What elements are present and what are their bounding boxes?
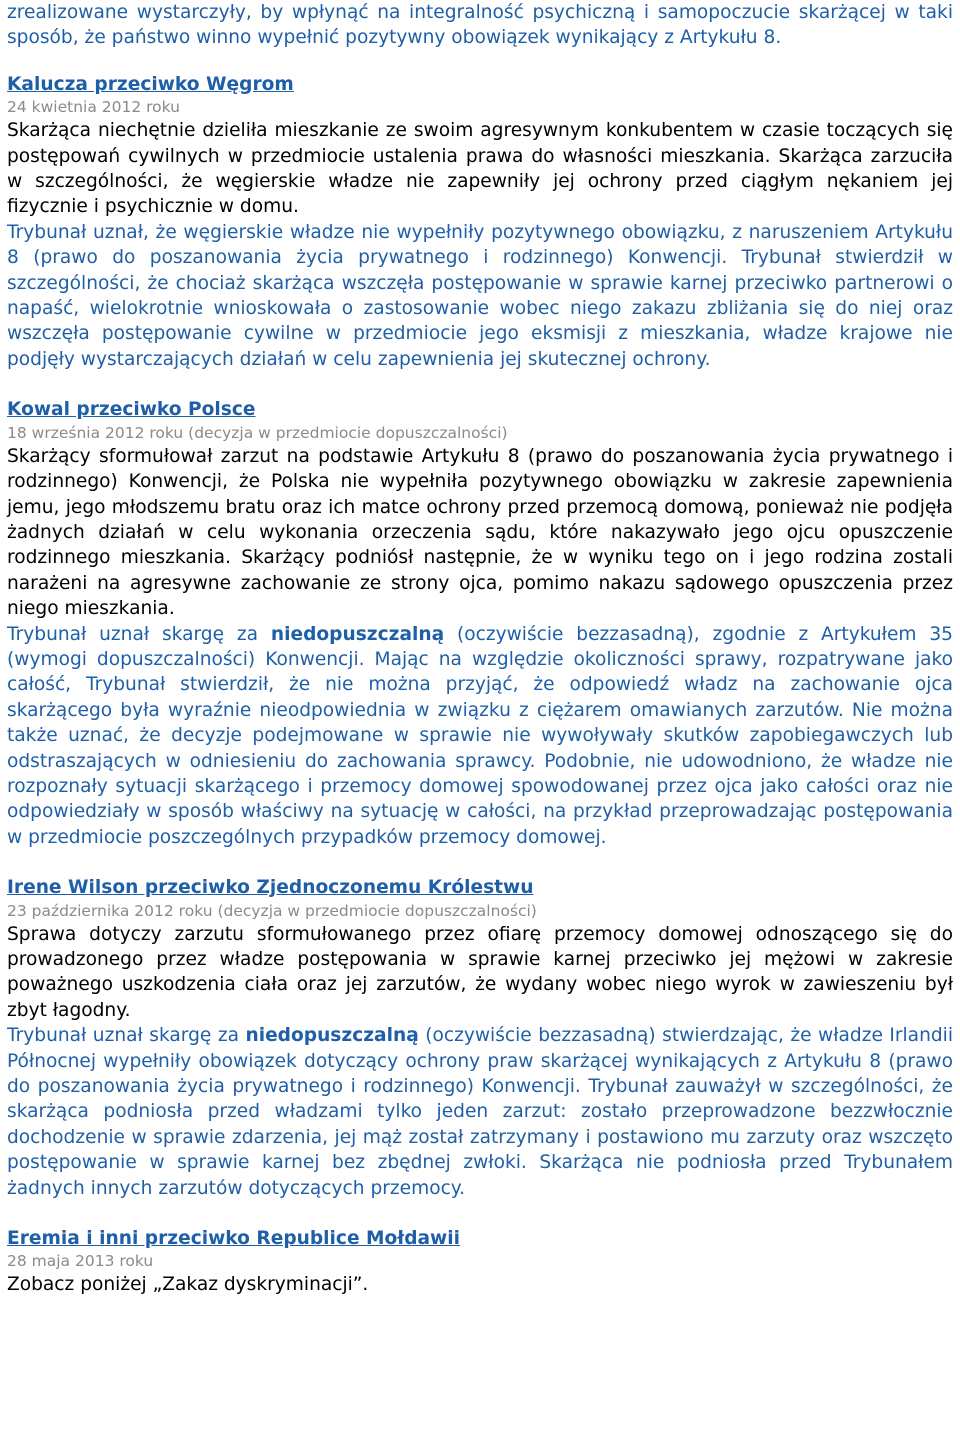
case-eremia [7, 1226, 953, 1298]
case-ruling [7, 1023, 953, 1201]
case-title[interactable]: Eremia i inni przeciwko Republice Mołdawii [7, 1228, 460, 1250]
case-irene-wilson [7, 875, 953, 1201]
case-facts: Skarżący sformułował zarzut na podstawie Artykułu 8 (prawo do poszanowania życia prywatnego i rodzinnego) Konwencji, że Polska nie wypełniła pozytywnego obowiązku w zakresie zapewnienia jemu, jego młodszemu bratu oraz ich matce ochrony przed przemocą domową, ponieważ nie podjęła żadnych działań w celu wykonania orzeczenia sądu, które nakazywało jego ojcu opuszczenie rodzinnego mieszkania. Skarżący podniósł następnie, że w wyniku tego on i jego rodzina zostali narażeni na agresywne zachowanie ze strony ojca, pomimo nakazu sądowego opuszczenia przez niego mieszkania. [7, 445, 953, 620]
case-date: 24 kwietnia 2012 roku [7, 98, 180, 117]
case-ruling-post: (oczywiście bezzasadną), zgodnie z Artykułem 35 (wymogi dopuszczalności) Konwencji. Mając na względzie okoliczności sprawy, rozpatrywane jako całość, Trybunał stwierdził, że nie można przyjąć, że odpowiedź władz na zachowanie ojca skarżącego była wyraźnie nieodpowiednia w związku z ciężarem omawianych zarzutów. Nie można także uznać, że decyzje podejmowane w sprawie nie wywoływały skutków zapobiegawczych lub odstraszających w odniesieniu do zachowania sprawcy. Podobnie, nie udowodniono, że władze nie rozpoznały sytuacji skarżącego i przemocy domowej spowodowanej przez ojca jako całości oraz nie odpowiedziały w sposób właściwy na sytuację w całości, na przykład przeprowadzając postępowania w przedmiocie poszczególnych przypadków przemocy domowej. [7, 623, 953, 848]
case-ruling [7, 622, 953, 851]
case-kalucza [7, 72, 953, 372]
case-facts: Sprawa dotyczy zarzutu sformułowanego przez ofiarę przemocy domowej odnoszącego się do prowadzonego przez władze postępowania w sprawie karnej przeciwko jej mężowi w zakresie poważnego uszkodzenia ciała oraz jej zarzutów, że wydany wobec niego wyrok w zawieszeniu był zbyt łagodny. [7, 923, 953, 1021]
case-date: 28 maja 2013 roku [7, 1252, 154, 1271]
case-title[interactable]: Irene Wilson przeciwko Zjednoczonemu Królestwu [7, 877, 534, 899]
case-ruling-post: (oczywiście bezzasadną) stwierdzając, że władze Irlandii Północnej wypełniły obowiązek dotyczący ochrony praw skarżącej wynikających z Artykułu 8 (prawo do poszanowania życia prywatnego i rodzinnego) Konwencji. Trybunał zauważył w szczególności, że skarżąca podniosła przed władzami tylko jeden zarzut: zostało przeprowadzone bezzwłocznie dochodzenie w sprawie zdarzenia, jej mąż został zatrzymany i postawiono mu zarzuty oraz wszczęto postępowanie w sprawie karnej bez zbędnej zwłoki. Skarżąca nie podniosła przed Trybunałem żadnych innych zarzutów dotyczących przemocy. [7, 1025, 953, 1199]
case-ruling-pre: Trybunał uznał skargę za [7, 623, 271, 645]
case-ruling-text: Trybunał uznał, że węgierskie władze nie wypełniły pozytywnego obowiązku, z naruszeniem Artykułu 8 (prawo do poszanowania życia prywatnego i rodzinnego) Konwencji. [7, 221, 953, 269]
case-ruling-pre: Trybunał uznał skargę za [7, 1025, 246, 1047]
case-ruling [7, 220, 953, 372]
case-ruling-details: Trybunał stwierdził w szczególności, że chociaż skarżąca wszczęła postępowanie w sprawie karnej przeciwko partnerowi o napaść, wielokrotnie wnioskowała o zastosowanie wobec niego zakazu zbliżania się do niej oraz wszczęła postępowanie cywilne w przedmiocie jego eksmisji z mieszkania, władze krajowe nie podjęły wystarczających działań w celu zapewnienia jej skutecznej ochrony. [7, 247, 953, 370]
case-facts: Skarżąca niechętnie dzieliła mieszkanie ze swoim agresywnym konkubentem w czasie toczących się postępowań cywilnych w przedmiocie ustalenia prawa do własności mieszkania. Skarżąca zarzuciła w szczególności, że węgierskie władze nie zapewniły jej ochrony przed ciągłym nękaniem jej fizycznie i psychicznie w domu. [7, 120, 953, 218]
case-date: 18 września 2012 roku (decyzja w przedmiocie dopuszczalności) [7, 423, 508, 442]
case-kowal [7, 397, 953, 850]
case-date: 23 października 2012 roku (decyzja w przedmiocie dopuszczalności) [7, 901, 537, 920]
case-ruling-verdict: niedopuszczalną [245, 1025, 419, 1047]
case-title[interactable]: Kalucza przeciwko Węgrom [7, 73, 294, 95]
case-ruling-verdict: niedopuszczalną [270, 623, 445, 645]
case-facts: Zobacz poniżej „Zakaz dyskryminacji”. [7, 1274, 369, 1296]
case-title[interactable]: Kowal przeciwko Polsce [7, 399, 256, 421]
intro-paragraph: zrealizowane wystarczyły, by wpłynąć na integralność psychiczną i samopoczucie skarżącej w taki sposób, że państwo winno wypełnić pozytywny obowiązek wynikający z Artykułu 8. [7, 2, 953, 49]
